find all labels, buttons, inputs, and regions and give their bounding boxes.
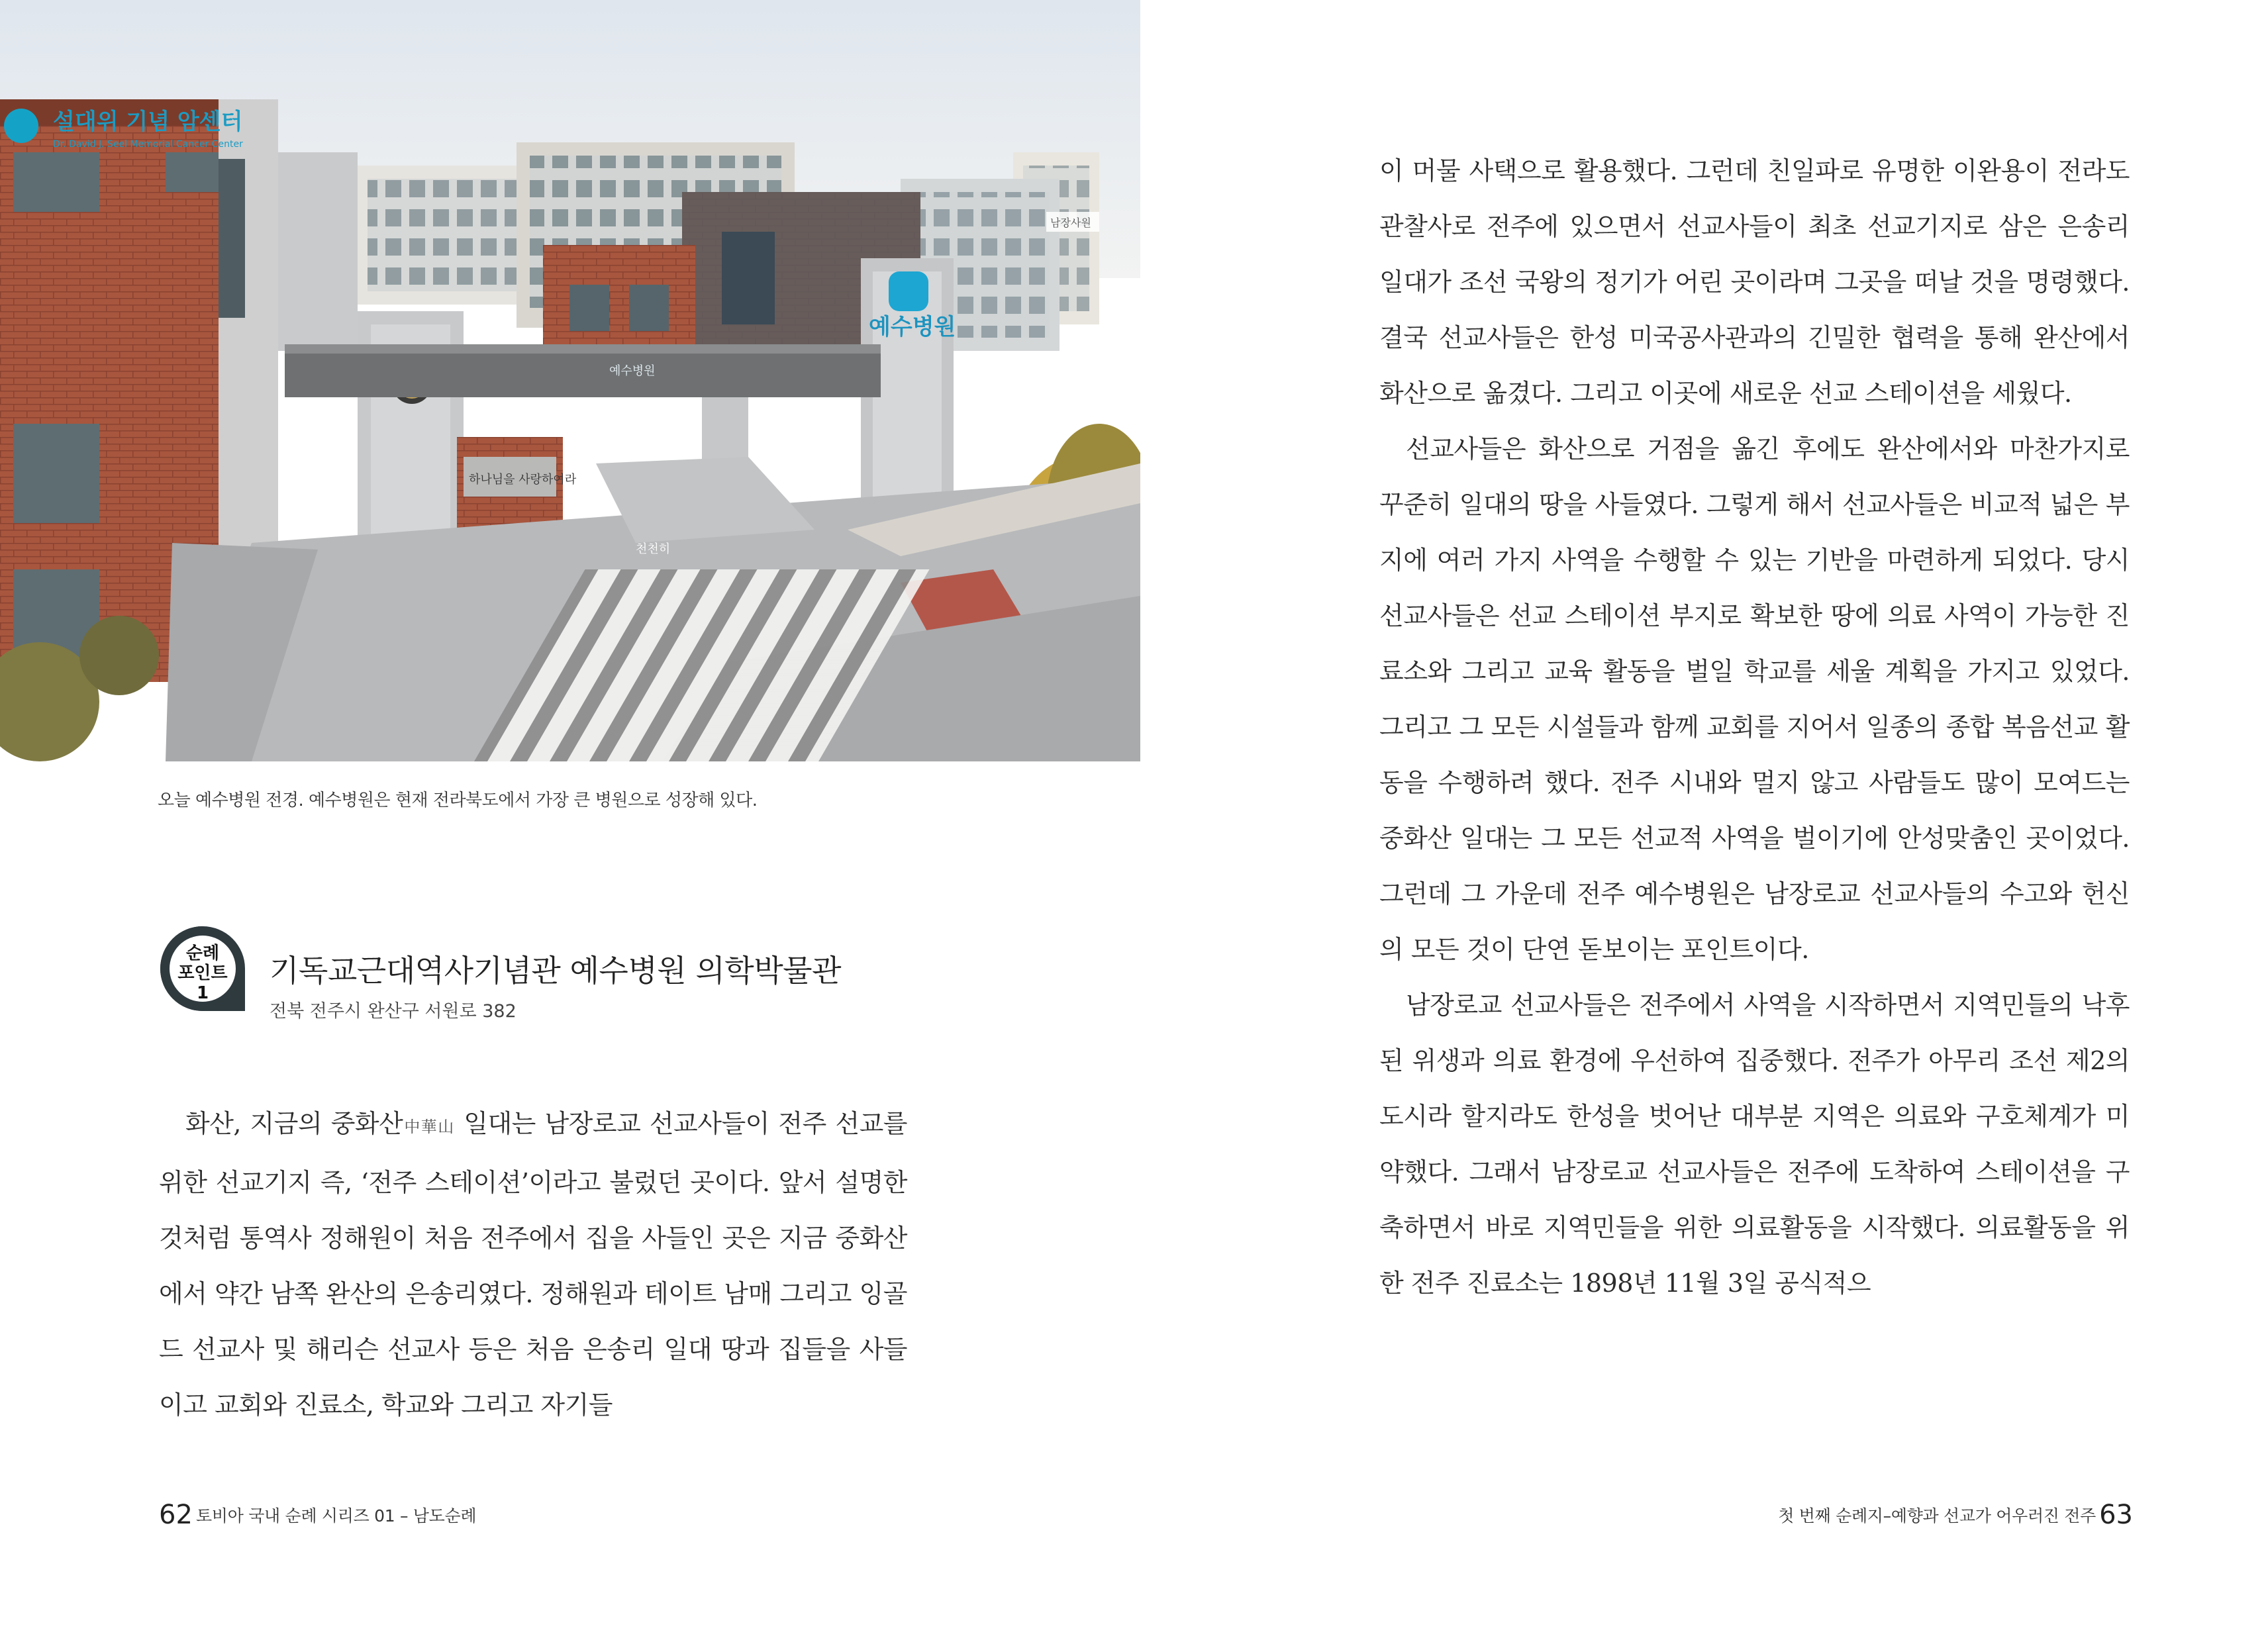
hanja-annotation: 中華山 <box>403 1118 455 1136</box>
top-left-sign-sub: Dr. David J. Seel Memorial Cancer Center <box>53 139 243 150</box>
pilgrimage-point-badge <box>158 924 248 1014</box>
running-title-left: 토비아 국내 순례 시리즈 01 – 남도순례 <box>196 1506 477 1525</box>
ground-marking: 천천히 <box>636 542 671 556</box>
bridge-sign: 예수병원 <box>609 364 656 378</box>
badge-line-2: 포인트 <box>177 963 228 983</box>
left-body-column <box>159 1096 907 1433</box>
point-address: 전북 전주시 완산구 서원로 382 <box>270 1001 517 1022</box>
left-paragraph-1 <box>159 1096 907 1433</box>
badge-line-3: 1 <box>196 983 209 1003</box>
right-paragraph-2: 선교사들은 화산으로 거점을 옮긴 후에도 완산에서와 마찬가지로 꾸준히 일대의 땅을 사들였다. 그렇게 해서 선교사들은 비교적 넓은 부지에 여러 가지 사역을 수행할 수 있는 기반을 마련하게 되었다. 당시 선교사들은 선교 스테이션 부지로 확보한 땅에 의료 사역이 가능한 진료소와 그리고 교육 활동을 벌일 학교를 세울 계획을 가지고 있었다. 그리고 그 모든 시설들과 함께 교회를 지어서 일종의 종합 복음선교 활동을 수행하려 했다. 전주 시내와 멀지 않고 사람들도 많이 모여드는 중화산 일대는 그 모든 선교적 사역을 벌이기에 안성맞춤인 곳이었다. 그런데 그 가운데 전주 예수병원은 남장로교 선교사들의 수고와 헌신의 모든 것이 단연 돋보이는 포인트이다. <box>1379 434 2130 964</box>
page-number-right: 63 <box>2099 1500 2133 1530</box>
top-left-sign: 설대위 기념 암센터 <box>53 109 243 135</box>
photo-caption: 오늘 예수병원 전경. 예수병원은 현재 전라북도에서 가장 큰 병원으로 성장해 있다. <box>158 791 758 810</box>
point-title: 기독교근대역사기념관 예수병원 의학박물관 <box>270 953 842 989</box>
right-paragraph-3: 남장로교 선교사들은 전주에서 사역을 시작하면서 지역민들의 낙후된 위생과 의료 환경에 우선하여 집중했다. 전주가 아무리 조선 제2의 도시라 할지라도 한성을 벗어난 대부분 지역은 의료와 구호체계가 미약했다. 그래서 남장로교 선교사들은 전주에 도착하여 스테이션을 구축하면서 바로 지역민들을 위한 의료활동을 시작했다. 의료활동을 위한 전주 진료소는 1898년 11월 3일 공식적으 <box>1379 990 2130 1298</box>
footer-left <box>159 1500 476 1530</box>
arch-sign: 하나님을 사랑하여라 <box>469 473 577 487</box>
right-body-column <box>1379 143 2130 1311</box>
background-building-sign: 남장사원 <box>1050 217 1091 229</box>
footer-right <box>1778 1500 2133 1530</box>
running-title-right: 첫 번째 순례지–예향과 선교가 어우러진 전주 <box>1778 1506 2096 1525</box>
page-number-left: 62 <box>159 1500 193 1530</box>
left-paragraph-1-start: 화산, 지금의 중화산 <box>185 1109 403 1138</box>
left-paragraph-1-rest: 일대는 남장로교 선교사들이 전주 선교를 위한 선교기지 즉, ‘전주 스테이션’이라고 불렀던 곳이다. 앞서 설명한 것처럼 통역사 정해원이 처음 전주에서 집을 사들인 곳은 지금 중화산에서 약간 남쪽 완산의 은송리였다. 정해원과 테이트 남매 그리고 잉골드 선교사 및 해리슨 선교사 등은 처음 은송리 일대 땅과 집들을 사들이고 교회와 진료소, 학교와 그리고 자기들 <box>159 1109 907 1420</box>
tower-sign: 예수병원 <box>869 314 956 340</box>
hospital-photo <box>0 0 1140 761</box>
badge-line-1: 순례 <box>185 943 220 963</box>
right-paragraph-1: 이 머물 사택으로 활용했다. 그런데 친일파로 유명한 이완용이 전라도 관찰사로 전주에 있으면서 선교사들이 최초 선교기지로 삼은 은송리 일대가 조선 국왕의 정기가 어린 곳이라며 그곳을 떠날 것을 명령했다. 결국 선교사들은 한성 미국공사관과의 긴밀한 협력을 통해 완산에서 화산으로 옮겼다. 그리고 이곳에 새로운 선교 스테이션을 세웠다. <box>1379 156 2130 408</box>
